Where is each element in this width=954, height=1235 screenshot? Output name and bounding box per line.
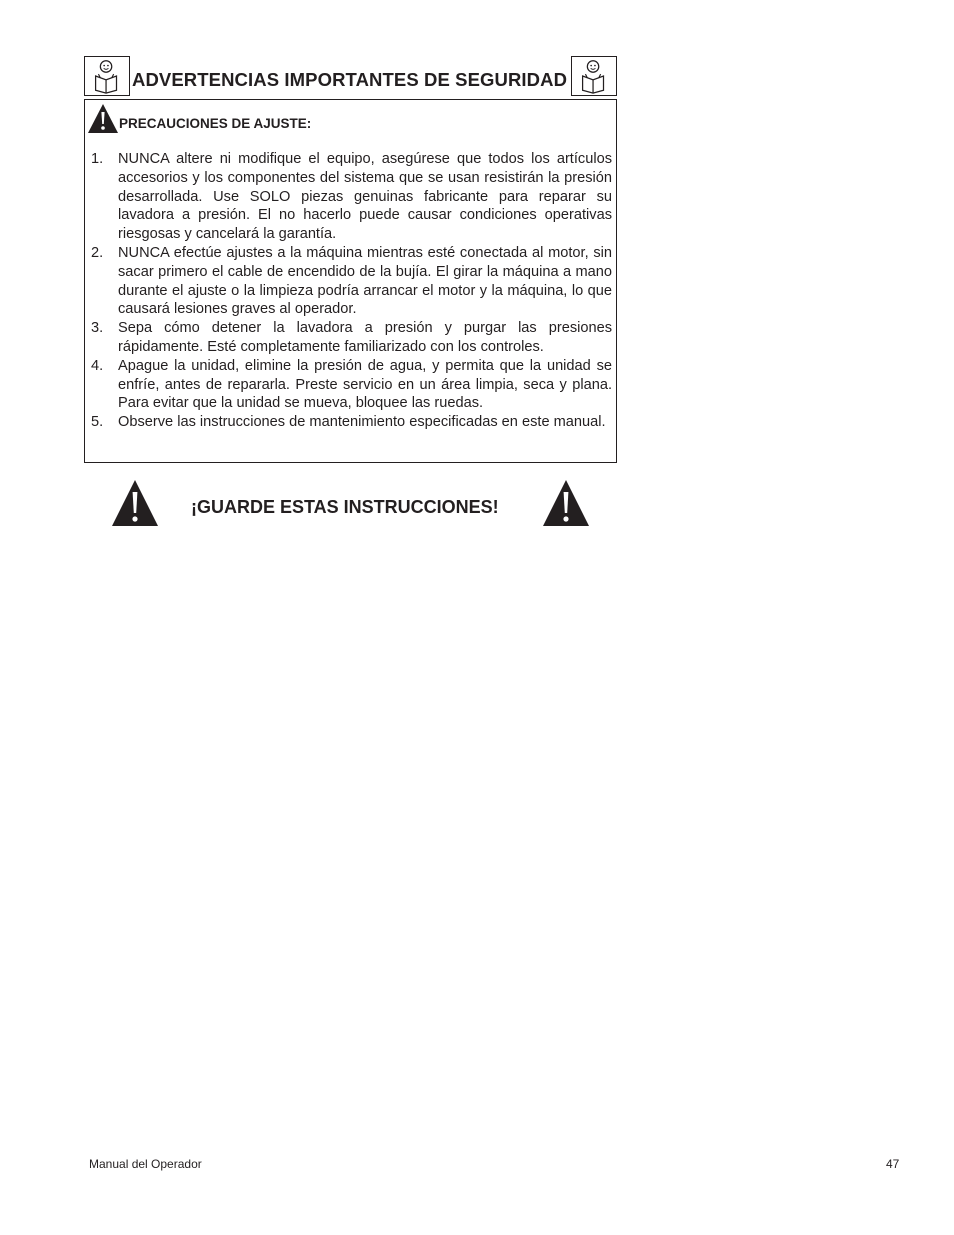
warning-triangle-icon	[87, 102, 119, 134]
item-number: 1.	[91, 151, 104, 167]
page-number: 47	[886, 1157, 900, 1171]
adjustment-precautions-box	[84, 99, 617, 463]
warning-triangle-icon	[541, 478, 591, 528]
read-manual-icon	[84, 56, 130, 96]
section-subtitle: PRECAUCIONES DE AJUSTE:	[119, 116, 312, 131]
page-title: ADVERTENCIAS IMPORTANTES DE SEGURIDAD	[132, 69, 568, 90]
list-item	[85, 357, 618, 413]
save-instructions-callout	[84, 478, 617, 530]
safety-header	[84, 56, 617, 98]
item-number: 3.	[91, 320, 104, 337]
manual-name: Manual del Operador	[89, 1157, 202, 1171]
list-item	[85, 319, 618, 357]
warning-triangle-icon	[110, 478, 160, 528]
item-number: 4.	[91, 357, 104, 374]
list-item	[85, 244, 618, 319]
read-manual-icon	[571, 56, 617, 96]
precaution-list	[85, 150, 618, 432]
item-number: 2.	[91, 244, 104, 261]
item-text: NUNCA efectúe ajustes a la máquina mientras esté conectada al motor, sin sacar primero el cable de encendido de la bujía. El girar la máquina a mano durante el ajuste o la limpieza podría arrancar el motor y la máquina, lo que causará lesiones graves al operador.	[118, 244, 612, 318]
item-text: NUNCA altere ni modifique el equipo, asegúrese que todos los artículos accesorios y los componentes del sistema que se usan resistirán la presión desarrollada. Use SOLO piezas genuinas fabricante para reparar su lavadora a presión. El no hacerlo puede causar condiciones operativas riesgosas y cancelará la garantía.	[118, 151, 612, 243]
save-instructions-text: ¡GUARDE ESTAS INSTRUCCIONES!	[191, 497, 499, 517]
item-number: 5.	[91, 414, 104, 431]
item-text: Apague la unidad, elimine la presión de agua, y permita que la unidad se enfríe, antes de repararla. Preste servicio en un área limpia, seca y plana. Para evitar que la unidad se mueva, bloquee las ruedas.	[118, 357, 612, 412]
list-item	[85, 150, 618, 244]
item-text: Sepa cómo detener la lavadora a presión y purgar las presiones rápidamente. Esté completamente familiarizado con los controles.	[118, 320, 612, 355]
item-text: Observe las instrucciones de mantenimiento especificadas en este manual.	[118, 414, 606, 431]
list-item	[85, 413, 618, 432]
